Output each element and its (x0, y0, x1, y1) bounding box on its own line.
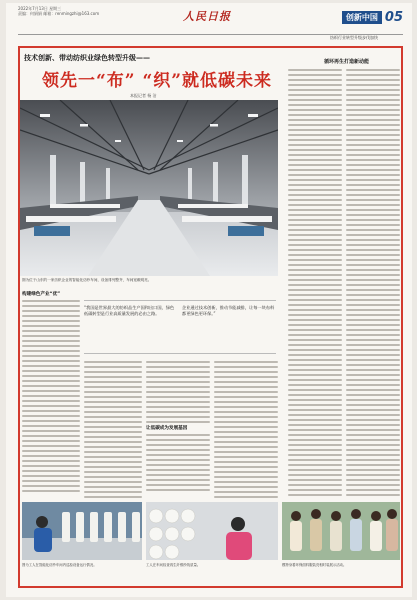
photo-worker-spindles (22, 502, 142, 560)
page-number: 05 (384, 9, 403, 25)
middle-photo-caption: 工人在车间检查再生纤维纱线质量。 (146, 563, 201, 567)
header-meta (18, 6, 99, 16)
masthead: 人民日报 (183, 10, 231, 23)
right-column-heading: 循环再生打造新动能 (323, 59, 369, 65)
page-header (18, 6, 403, 32)
photo-fashion-models (282, 502, 400, 560)
factory-photo (20, 100, 278, 276)
pull-quote-left: “我国是世界最大的纺织品生产国和出口国，绿色低碳转型是行业高质量发展的必由之路。 (84, 305, 175, 316)
editor-line: 责编：何娟娟 邮箱：renmingzhi@163.com (18, 11, 100, 16)
pull-quote-right: 企业通过技术创新，推动节能减排，让每一块布料都更绿色更环保。” (182, 305, 275, 316)
section1-heading: 构建绿色产业“优” (22, 292, 61, 297)
column-3 (146, 358, 210, 498)
pull-quote (84, 300, 276, 354)
section2-heading: 让低碳成为发展基因 (146, 426, 188, 431)
section-name: 创新中国 (342, 11, 382, 24)
photo-caption: 图为位于山东的一家纺织企业的智能化纺纱车间，设备排列整齐，车间宽敞明亮。 (22, 278, 152, 282)
article-byline: 本报记者 杨 洁 (130, 93, 157, 98)
article-kicker: 技术创新、带动纺织业绿色转型升级—— (24, 54, 150, 62)
left-photo-caption: 图为工人在智能化纺纱车间内巡检设备运行情况。 (22, 563, 97, 567)
column-6 (346, 66, 400, 496)
photo-yarn-inspection (146, 502, 278, 560)
column-5 (288, 66, 342, 496)
date-line: 2022年7月13日 星期三 (18, 6, 62, 11)
article-headline: 领先一“布” “织”就低碳未来 (42, 71, 273, 91)
right-top-note: 纺织行业转型升级步伐加快 (330, 35, 378, 40)
section-bar (342, 10, 403, 24)
column-2 (84, 358, 142, 498)
right-photo-caption: 模特身着环保面料服装亮相时装展示活动。 (282, 563, 347, 567)
column-4 (214, 358, 278, 498)
column-1 (22, 289, 80, 495)
